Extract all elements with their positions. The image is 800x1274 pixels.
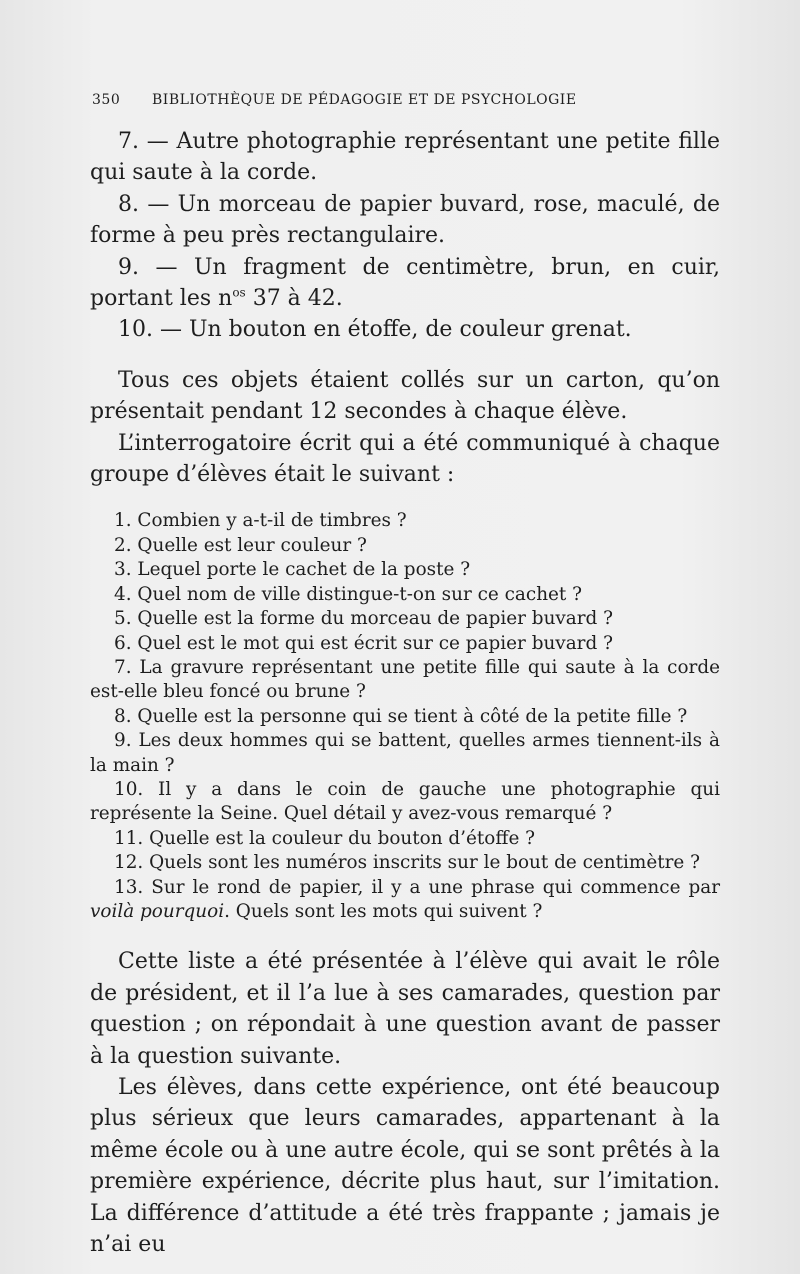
page-number: 350 xyxy=(92,92,121,108)
object-item-9: 9. — Un fragment de centimètre, brun, en cuir, portant les $n^{os}$ 37 à 42. xyxy=(90,254,720,312)
question-item: 1. Combien y a-t-il de timbres ? xyxy=(114,510,407,532)
paragraph: Les élèves, dans cette expérience, ont été beaucoup plus sérieux que leurs camarades, appartenant à la même école ou à une autre école, qui se sont prêtés à la première expérience, décrite plus haut, sur l’imitation. La différence d’attitude a été très frappante ; jamais je n’ai eu xyxy=(90,1075,720,1258)
question-item: 7. La gravure représentant une petite fille qui saute à la corde est-elle bleu foncé ou brune ? xyxy=(90,656,720,703)
paragraph: L’interrogatoire écrit qui a été communiqué à chaque groupe d’élèves était le suivant : xyxy=(90,430,720,488)
question-list xyxy=(90,509,720,924)
running-title: BIBLIOTHÈQUE DE PÉDAGOGIE ET DE PSYCHOLOGIE xyxy=(152,92,577,108)
superscript: os xyxy=(232,285,246,300)
paragraph: Cette liste a été présentée à l’élève qui avait le rôle de président, et il l’a lue à ses camarades, question par question ; on répondait à une question avant de passer à la question suivante. xyxy=(90,949,720,1069)
question-item: 10. Il y a dans le coin de gauche une photographie qui représente la Seine. Quel détail y avez-vous remarqué ? xyxy=(90,778,720,825)
question-item: 9. Les deux hommes qui se battent, quelles armes tiennent-ils à la main ? xyxy=(90,730,720,776)
question-item-13: 13. Sur le rond de papier, il y a une phrase qui commence par voilà pourquoi. Quels sont les mots qui suivent ? xyxy=(90,876,720,922)
object-item-7: 7. — Autre photographie représentant une petite fille qui saute à la corde. xyxy=(90,129,720,186)
running-header xyxy=(92,92,652,108)
paragraph: Tous ces objets étaient collés sur un carton, qu’on présentait pendant 12 secondes à chaque élève. xyxy=(90,367,720,425)
question-item: 5. Quelle est la forme du morceau de papier buvard ? xyxy=(114,608,614,630)
object-item-8: 8. — Un morceau de papier buvard, rose, maculé, de forme à peu près rectangulaire. xyxy=(90,191,720,249)
question-item: 12. Quels sont les numéros inscrits sur le bout de centimètre ? xyxy=(114,852,701,874)
page-body xyxy=(90,126,720,1260)
object-item-10: 10. — Un bouton en étoffe, de couleur grenat. xyxy=(118,317,632,343)
question-item: 8. Quelle est la personne qui se tient à côté de la petite fille ? xyxy=(114,705,688,727)
question-item: 11. Quelle est la couleur du bouton d’étoffe ? xyxy=(114,827,536,849)
italic-phrase: voilà pourquoi xyxy=(90,900,225,922)
question-item: 2. Quelle est leur couleur ? xyxy=(114,534,367,556)
question-item: 4. Quel nom de ville distingue-t-on sur ce cachet ? xyxy=(114,583,583,605)
question-item: 6. Quel est le mot qui est écrit sur ce papier buvard ? xyxy=(114,632,613,654)
question-item: 3. Lequel porte le cachet de la poste ? xyxy=(114,559,471,581)
